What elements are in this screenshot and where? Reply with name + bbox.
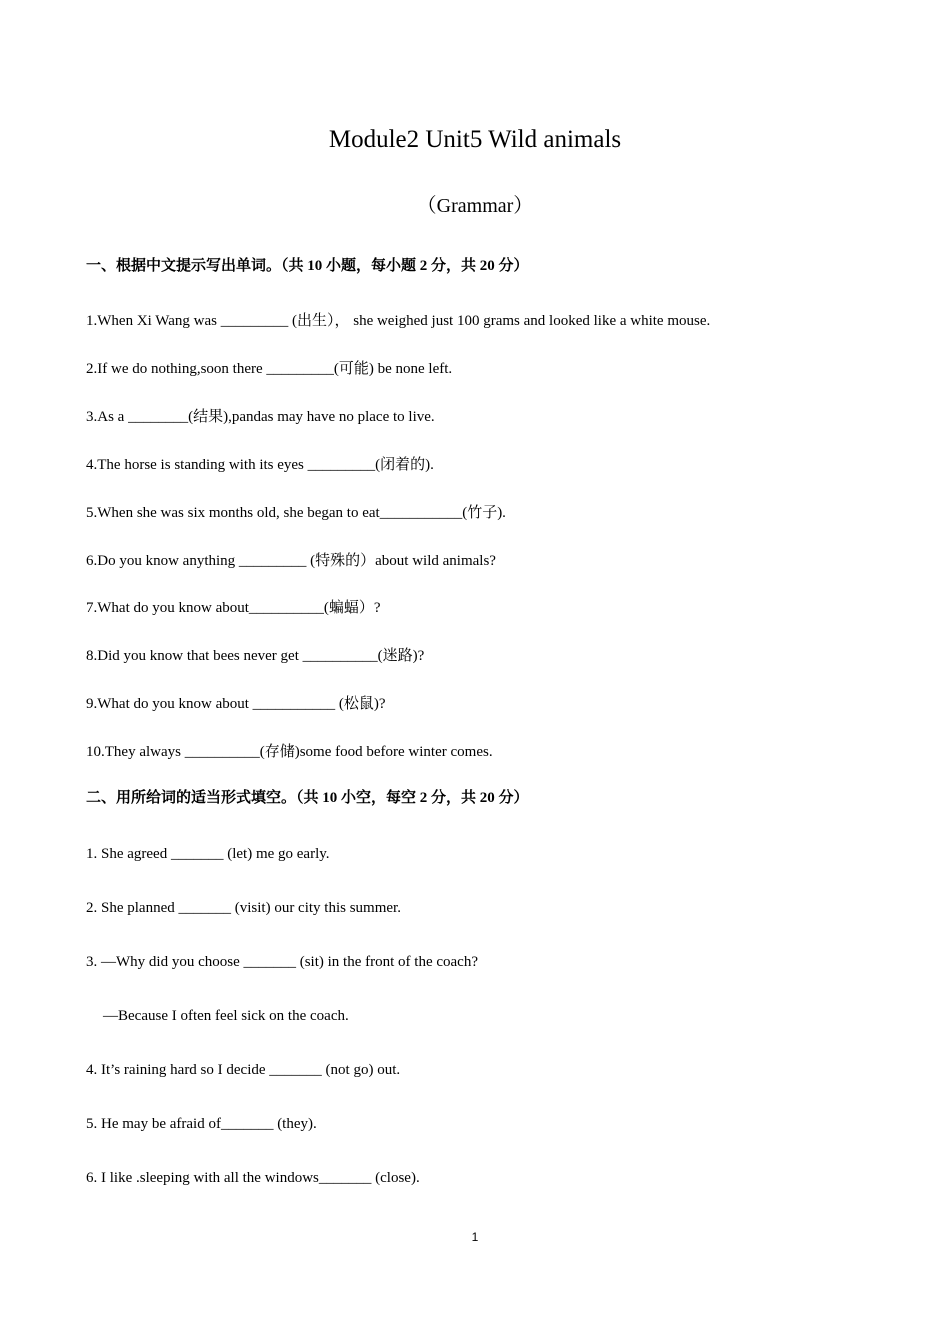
question-item-continuation: —Because I often feel sick on the coach. [103, 1008, 349, 1024]
question-item: 6. I like .sleeping with all the windows_______ (close). [86, 1170, 420, 1186]
document-subtitle: （Grammar） [416, 195, 534, 217]
question-item: 8.Did you know that bees never get __________(迷路)? [86, 648, 425, 664]
question-item: 1. She agreed _______ (let) me go early. [86, 846, 330, 862]
question-item: 2. She planned _______ (visit) our city this summer. [86, 900, 401, 916]
question-item: 3.As a ________(结果),pandas may have no place to live. [86, 409, 435, 425]
question-item: 10.They always __________(存储)some food before winter comes. [86, 744, 493, 760]
question-item: 6.Do you know anything _________ (特殊的）about wild animals? [86, 553, 496, 569]
question-item: 2.If we do nothing,soon there _________(可能) be none left. [86, 361, 453, 377]
section-1-heading: 一、根据中文提示写出单词。（共 10 小题，每小题 2 分，共 20 分） [86, 258, 529, 274]
question-item: 9.What do you know about ___________ (松鼠)? [86, 696, 386, 712]
section-2-heading: 二、用所给词的适当形式填空。（共 10 小空，每空 2 分，共 20 分） [86, 790, 529, 806]
question-item: 4.The horse is standing with its eyes _________(闭着的). [86, 457, 434, 473]
question-item: 3. —Why did you choose _______ (sit) in the front of the coach? [86, 954, 478, 970]
document-title: Module2 Unit5 Wild animals [328, 126, 622, 153]
question-item: 4. It’s raining hard so I decide _______ (not go) out. [86, 1062, 401, 1078]
question-item: 5. He may be afraid of_______ (they). [86, 1116, 317, 1132]
question-item: 1.When Xi Wang was _________ (出生）， she weighed just 100 grams and looked like a white mouse. [86, 313, 711, 329]
question-item: 5.When she was six months old, she began to eat___________(竹子). [86, 505, 506, 521]
page-number: 1 [471, 1230, 479, 1244]
question-item: 7.What do you know about__________(蝙蝠）? [86, 600, 381, 616]
